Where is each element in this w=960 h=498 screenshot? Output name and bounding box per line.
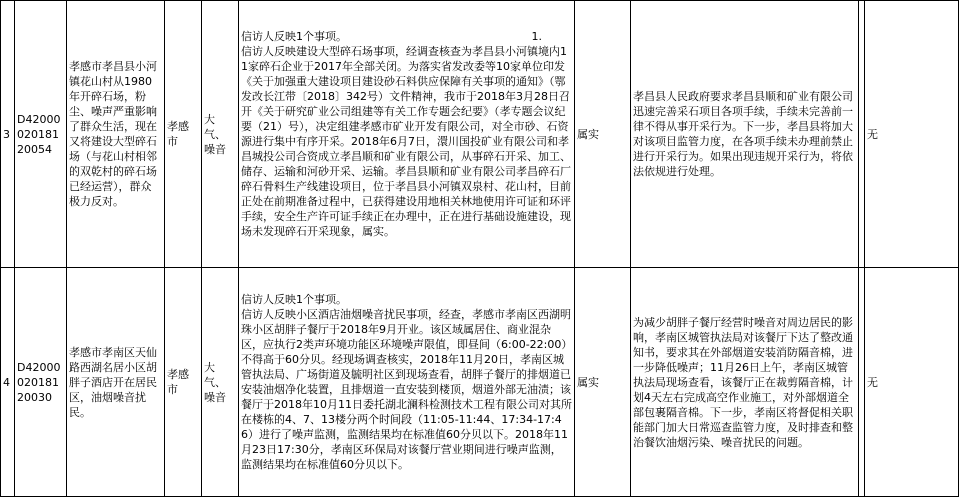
pollution-type: 大气、噪音 [202,1,239,268]
detail-number: 1. [531,30,542,43]
note-cell: 无 [865,1,959,268]
detail-lead [241,292,572,307]
city-cell: 孝感市 [165,268,202,497]
detail-body: 信访人反映小区酒店油烟噪音扰民事项，经查，孝感市孝南区西湖明珠小区胡胖子餐厅于2018年9月开业。该区域属居住、商业混杂区，应执行2类声环境功能区环境噪声限值，即昼间（6:00-22:00）不得高于60分贝。经现场调查核实，2018年11月20日，孝南区城管执法局、广场街道及毓明社区到现场查看，胡胖子餐厅的排烟道已安装油烟净化装置，且排烟道一直安装到楼顶，烟道外部无油渍；该餐厅于2018年10月11日委托湖北澜科检测技术工程有限公司对其所在楼栋的4、7、13楼分两个时间段（11:05-11:44、17:34-17:46）进行了噪声监测，监测结果均在标准值60分贝以下。2018年11月23日17:30分，孝南区环保局对该餐厅营业期间进行噪声监测，监测结果均在标准值60分贝以下。 [241,308,572,471]
table-row [1,1,959,268]
investigation-detail [239,268,575,497]
city-cell: 孝感市 [165,1,202,268]
complaint-title: 孝感市孝昌县小河镇花山村从1980年开碎石场，粉尘、噪声严重影响了群众生活，现在又将建设大型碎石场（与花山村相邻的双乾村的碎石场已经运营），群众极力反对。 [67,1,165,268]
pollution-type: 大气、噪音 [202,268,239,497]
detail-lead-text: 信访人反映1个事项。 [241,293,347,306]
investigation-detail [239,1,575,268]
row-index: 3 [1,1,15,268]
table-row [1,268,959,497]
remediation-action: 为减少胡胖子餐厅经营时噪音对周边居民的影响，孝南区城管执法局对该餐厅下达了整改通知书，要求其在外部烟道安装消防隔音棉，进一步降低噪声；11月26日上午，孝南区城管执法局现场查看，该餐厅正在裁剪隔音棉，计划4天左右完成高空作业施工，对外部烟道全部包裹隔音棉。下一步，孝南区将督促相关职能部门加大日常巡查监管力度，及时排查和整治餐饮油烟污染、噪音扰民的问题。 [631,268,859,497]
note-cell: 无 [865,268,959,497]
verdict-cell: 属实 [575,1,631,268]
remediation-action: 孝昌县人民政府要求孝昌县顺和矿业有限公司迅速完善采石项目各项手续，手续未完善前一律不得从事开采行为。下一步，孝昌县将加大对该项目监管力度，在各项手续未办理前禁止进行开采行为。如果出现违规开采行为，将依法依规进行处理。 [631,1,859,268]
detail-lead-text: 信访人反映1个事项。 [241,30,347,43]
detail-lead [241,29,572,44]
row-index: 4 [1,268,15,497]
detail-body: 信访人反映建设大型碎石场事项，经调查核查为孝昌县小河镇境内11家碎石企业于2017年全部关闭。为落实省发改委等10家单位印发《关于加强重大建设项目建设砂石料供应保障有关事项的通知》（鄂发改长江带〔2018〕342号）文件精神，我市于2018年3月28日召开《关于研究矿业公司组建等有关工作专题会纪要》（孝专题会议纪要（21）号），决定组建孝感市矿业开发有限公司，对全市砂、石资源进行集中有序开采。2018年6月7日，澴川国投矿业有限公司和孝昌城投公司合资成立孝昌顺和矿业有限公司，从事碎石开采、加工、储存、运输和河砂开采、运输。孝昌县顺和矿业有限公司孝昌碎石厂碎石骨料生产线建设项目，位于孝昌县小河镇双泉村、花山村，目前正处在前期准备过程中，已获得建设用地相关林地使用许可证和环评手续，安全生产许可证手续正在办理中，正在进行基础设施建设，现场未发现碎石开采现象，属实。 [241,45,571,238]
complaint-title: 孝感市孝南区天仙路西湖名居小区胡胖子酒店开在居民区，油烟噪音扰民。 [67,268,165,497]
case-code: D4200002018120054 [15,1,67,268]
case-code: D4200002018120030 [15,268,67,497]
verdict-cell: 属实 [575,268,631,497]
